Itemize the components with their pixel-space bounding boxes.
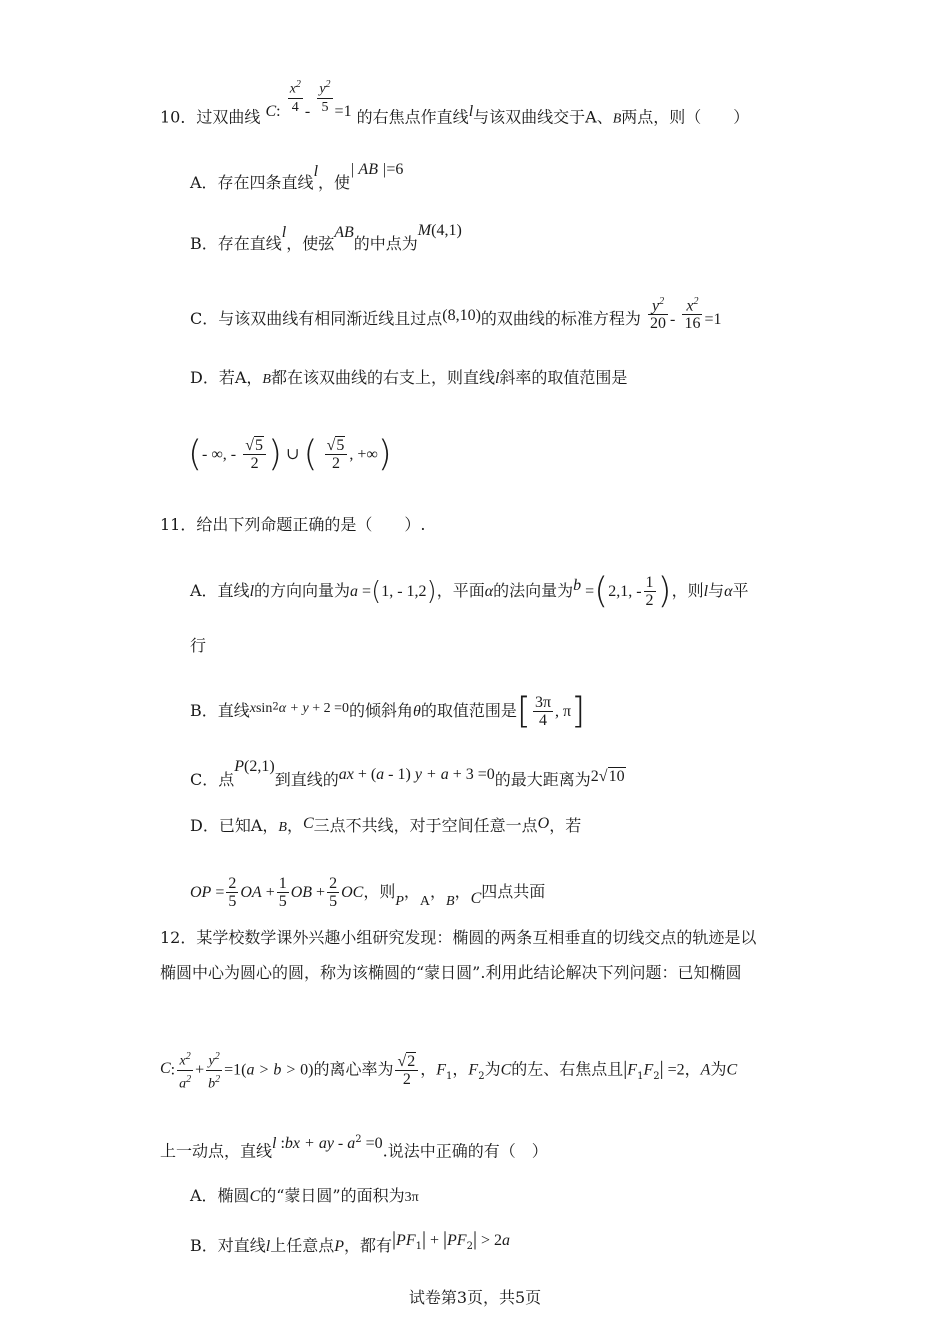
q11-option-b: B．直线xsin$^2$α + y + 2 =0的倾斜角θ的取值范围是[ $\frac{3\pi}{4}$ , π] [190, 690, 586, 732]
q11-option-a: A．直线l的方向向量为a =(1, - 1,2)，平面α的法向量为b =(2,1, - $\frac{1}{2}$ )，则l与α平 [190, 570, 749, 612]
q11-option-d: D．已知A，B，C三点不共线，对于空间任意一点O，若 [190, 815, 582, 835]
q11-option-c: C．点P(2,1)到直线的ax + (a - 1) y + a + 3 =0的最大距离为2√10 [190, 758, 625, 789]
q11-number: 11．给出下列命题正确的是（ ）. [160, 515, 426, 534]
q12-line-2: 椭圆中心为圆心的圆，称为该椭圆的“蒙日圆”.利用此结论解决下列问题：已知椭圆 [160, 963, 742, 982]
q12-line-1: 12．某学校数学课外兴趣小组研究发现：椭圆的两条互相垂直的切线交点的轨迹是以 [160, 928, 757, 947]
q10-option-c: C．与该双曲线有相同渐近线且过点(8,10)的双曲线的标准方程为 $\frac{y^2}{20}$ - $\frac{x^2}{16}$ =1 [190, 307, 721, 332]
page-footer: 试卷第3页，共5页 [408, 1288, 542, 1307]
q10-option-a: A．存在四条直线l，使| AB |=6 [190, 161, 404, 192]
q12-option-a: A．椭圆C的“蒙日圆”的面积为3π [190, 1186, 419, 1205]
q11-stem [160, 515, 425, 535]
q10-option-d: D．若A，B都在该双曲线的右支上，则直线l斜率的取值范围是 [190, 368, 628, 387]
q12-option-b: B．对直线l上任意点P，都有$|PF_1| + |PF_2| > 2a$ [190, 1228, 510, 1255]
q10-option-b: B．存在直线l，使弦AB的中点为M(4,1) [190, 222, 462, 253]
q10-option-d-range: (- ∞, - $\frac{√5}{2}$ ) ∪ ( $\frac{√5}{2}$ , +∞) [188, 433, 392, 475]
q10-number: 10．过双曲线 [160, 107, 261, 127]
q11-option-a-cont: 行 [190, 636, 207, 655]
q12-line-4: 上一动点，直线l :bx + ay - $a^2 =0$.说法中正确的有（ ） [160, 1134, 548, 1161]
q10-stem: 10．过双曲线 C: $\frac{x^2}{4}$ - $\frac{y^2}{5}$ =1 的右焦点作直线l与该双曲线交于A、B两点，则（ ） [160, 102, 749, 129]
q12-line-3: C: $\frac{x^2}{a^2}$ + $\frac{y^2}{b^2}$ =1(a > b > 0)的离心率为 $\frac{√2}{2}$ ，$F_1$，$F_2$为C的左、右焦点且$|F_1F_2| =2$，A为C [160, 1048, 737, 1092]
q11-option-d-vector: OP = $\frac{2}{5}$ OA + $\frac{1}{5}$ OB + $\frac{2}{5}$ OC，则P，A，B，C四点共面 [190, 875, 546, 910]
